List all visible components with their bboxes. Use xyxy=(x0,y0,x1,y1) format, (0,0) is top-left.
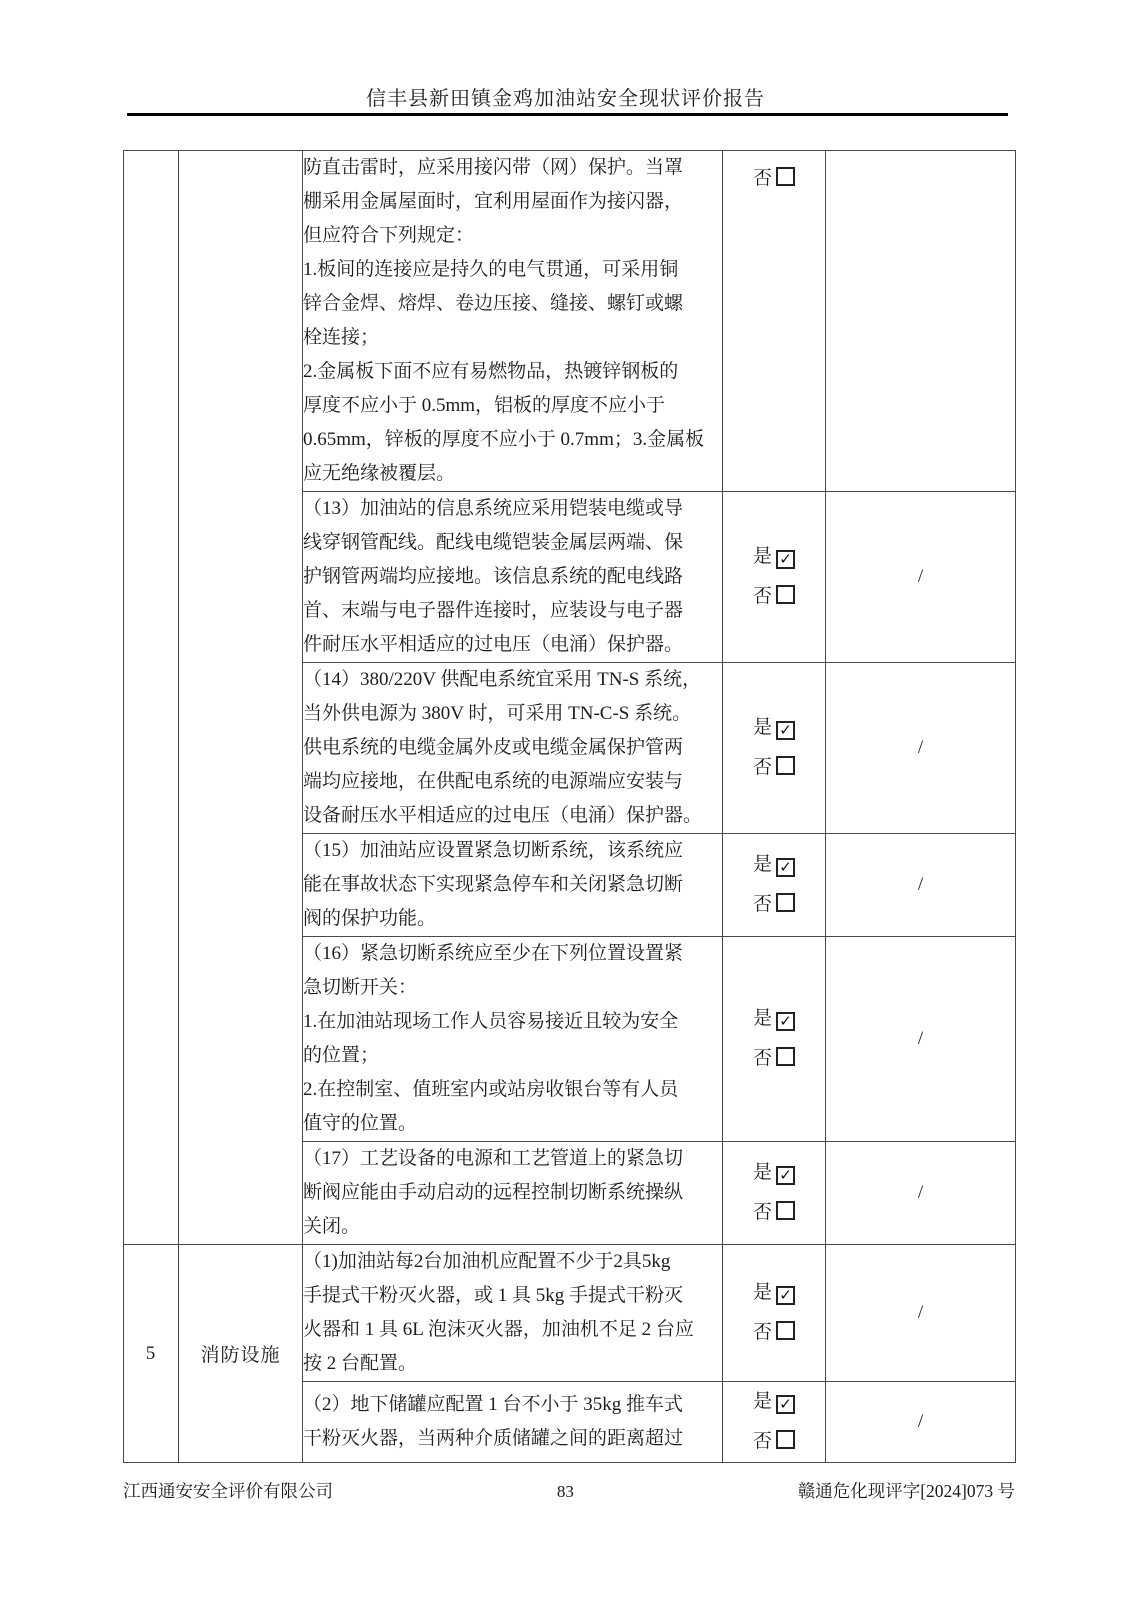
content-line: 棚采用金属屋面时，宜利用屋面作为接闪器， xyxy=(303,191,684,212)
checkbox-yes xyxy=(723,537,825,577)
checkbox-label: 是 xyxy=(752,1282,772,1303)
table-row xyxy=(124,151,1016,492)
content-line: 关闭。 xyxy=(303,1216,361,1237)
checkbox-no xyxy=(723,577,825,617)
content-line: （13）加油站的信息系统应采用铠装电缆或导 xyxy=(303,498,684,519)
checkbox-cell xyxy=(723,937,826,1142)
content-line: 火器和 1 具 6L 泡沫灭火器，加油机不足 2 台应 xyxy=(303,1319,694,1340)
checkbox-unchecked-icon xyxy=(776,585,795,604)
category-cell: 消防设施 xyxy=(179,1245,303,1463)
checkbox-cell xyxy=(723,492,826,663)
result-cell: / xyxy=(826,663,1016,834)
content-cell xyxy=(303,492,723,663)
checkbox-cell xyxy=(723,1142,826,1245)
checkbox-label: 是 xyxy=(752,546,772,567)
content-line: 栓连接； xyxy=(303,327,380,348)
content-line: 2.金属板下面不应有易燃物品，热镀锌钢板的 xyxy=(303,361,679,382)
content-line: （2）地下储罐应配置 1 台不小于 35kg 推车式 xyxy=(303,1394,684,1415)
content-line: 能在事故状态下实现紧急停车和关闭紧急切断 xyxy=(303,874,684,895)
content-line: （15）加油站应设置紧急切断系统，该系统应 xyxy=(303,840,684,861)
page-footer xyxy=(123,1478,1015,1503)
content-line: （16）紧急切断系统应至少在下列位置设置紧 xyxy=(303,943,684,964)
content-line: 断阀应能由手动启动的远程控制切断系统操纵 xyxy=(303,1182,684,1203)
content-line: 首、末端与电子器件连接时，应装设与电子器 xyxy=(303,600,684,621)
checkbox-label: 否 xyxy=(752,586,772,607)
result-cell: / xyxy=(826,492,1016,663)
checkbox-cell xyxy=(723,1245,826,1382)
checkbox-checked-icon: ✓ xyxy=(776,858,795,877)
content-line: 当外供电源为 380V 时，可采用 TN-C-S 系统。 xyxy=(303,703,692,724)
checkbox-cell xyxy=(723,1382,826,1463)
page-title: 信丰县新田镇金鸡加油站安全现状评价报告 xyxy=(366,88,765,110)
content-cell xyxy=(303,834,723,937)
content-line: 但应符合下列规定： xyxy=(303,225,475,246)
result-cell xyxy=(826,151,1016,492)
checkbox-unchecked-icon xyxy=(776,756,795,775)
category-cell xyxy=(179,151,303,1245)
checkbox-no xyxy=(723,159,825,199)
content-line: 设备耐压水平相适应的过电压（电涌）保护器。 xyxy=(303,805,703,826)
content-line: 1.在加油站现场工作人员容易接近且较为安全 xyxy=(303,1011,679,1032)
checkbox-yes xyxy=(723,708,825,748)
checkbox-label: 是 xyxy=(752,1162,772,1183)
evaluation-table xyxy=(123,150,1016,1463)
checkbox-label: 是 xyxy=(752,1008,772,1029)
checkbox-unchecked-icon xyxy=(776,1321,795,1340)
checkbox-no xyxy=(723,748,825,788)
checkbox-yes xyxy=(723,1382,825,1422)
footer-page-number: 83 xyxy=(556,1482,574,1501)
result-cell: / xyxy=(826,937,1016,1142)
footer-company: 江西通安安全评价有限公司 xyxy=(123,1481,333,1501)
content-line: 1.板间的连接应是持久的电气贯通，可采用铜 xyxy=(303,259,679,280)
result-cell: / xyxy=(826,834,1016,937)
checkbox-unchecked-icon xyxy=(776,1430,795,1449)
table-row xyxy=(124,1245,1016,1382)
evaluation-table-body xyxy=(124,151,1016,1463)
checkbox-no xyxy=(723,1193,825,1233)
checkbox-unchecked-icon xyxy=(776,167,795,186)
checkbox-unchecked-icon xyxy=(776,1201,795,1220)
content-line: 阀的保护功能。 xyxy=(303,908,437,929)
checkbox-label: 否 xyxy=(752,894,772,915)
content-line: 手提式干粉灭火器，或 1 具 5kg 手提式干粉灭 xyxy=(303,1285,684,1306)
content-line: 急切断开关： xyxy=(303,977,418,998)
content-line: 护钢管两端均应接地。该信息系统的配电线路 xyxy=(303,566,684,587)
checkbox-no xyxy=(723,1039,825,1079)
content-cell xyxy=(303,1382,723,1463)
checkbox-checked-icon: ✓ xyxy=(776,1012,795,1031)
content-line: （14）380/220V 供配电系统宜采用 TN-S 系统， xyxy=(303,669,702,690)
content-line: 线穿钢管配线。配线电缆铠装金属层两端、保 xyxy=(303,532,684,553)
checkbox-checked-icon: ✓ xyxy=(776,721,795,740)
checkbox-unchecked-icon xyxy=(776,893,795,912)
content-line: 供电系统的电缆金属外皮或电缆金属保护管两 xyxy=(303,737,684,758)
checkbox-cell xyxy=(723,663,826,834)
checkbox-cell xyxy=(723,834,826,937)
content-cell xyxy=(303,663,723,834)
checkbox-checked-icon: ✓ xyxy=(776,1395,795,1414)
checkbox-unchecked-icon xyxy=(776,1047,795,1066)
checkbox-checked-icon: ✓ xyxy=(776,1166,795,1185)
content-line: 厚度不应小于 0.5mm，铝板的厚度不应小于 xyxy=(303,395,666,416)
checkbox-label: 是 xyxy=(752,1391,772,1412)
checkbox-label: 是 xyxy=(752,854,772,875)
result-cell: / xyxy=(826,1382,1016,1463)
serial-cell: 5 xyxy=(124,1245,179,1463)
content-line: 0.65mm，锌板的厚度不应小于 0.7mm；3.金属板 xyxy=(303,429,705,450)
checkbox-no xyxy=(723,885,825,925)
checkbox-yes xyxy=(723,845,825,885)
result-cell: / xyxy=(826,1245,1016,1382)
checkbox-label: 否 xyxy=(752,1048,772,1069)
content-cell xyxy=(303,937,723,1142)
content-cell xyxy=(303,151,723,492)
content-line: 的位置； xyxy=(303,1045,380,1066)
checkbox-label: 否 xyxy=(752,1202,772,1223)
content-line: 2.在控制室、值班室内或站房收银台等有人员 xyxy=(303,1079,679,1100)
content-line: 端均应接地，在供配电系统的电源端应安装与 xyxy=(303,771,684,792)
checkbox-label: 否 xyxy=(752,168,772,189)
checkbox-no xyxy=(723,1422,825,1462)
content-line: （17）工艺设备的电源和工艺管道上的紧急切 xyxy=(303,1148,684,1169)
content-cell xyxy=(303,1245,723,1382)
content-line: 应无绝缘被覆层。 xyxy=(303,463,456,484)
footer-doc-number: 赣通危化现评字[2024]073 号 xyxy=(797,1481,1015,1501)
checkbox-yes xyxy=(723,1273,825,1313)
header-rule xyxy=(127,113,1008,116)
checkbox-label: 否 xyxy=(752,1431,772,1452)
checkbox-yes xyxy=(723,1153,825,1193)
checkbox-no xyxy=(723,1313,825,1353)
result-cell: / xyxy=(826,1142,1016,1245)
checkbox-checked-icon: ✓ xyxy=(776,1286,795,1305)
content-line: 干粉灭火器，当两种介质储罐之间的距离超过 xyxy=(303,1428,684,1449)
serial-cell xyxy=(124,151,179,1245)
checkbox-label: 否 xyxy=(752,757,772,778)
checkbox-yes xyxy=(723,999,825,1039)
checkbox-checked-icon: ✓ xyxy=(776,550,795,569)
content-line: （1)加油站每2台加油机应配置不少于2具5kg xyxy=(303,1251,671,1272)
content-line: 值守的位置。 xyxy=(303,1113,418,1134)
content-line: 锌合金焊、熔焊、卷边压接、缝接、螺钉或螺 xyxy=(303,293,684,314)
checkbox-cell xyxy=(723,151,826,492)
content-line: 按 2 台配置。 xyxy=(303,1353,418,1374)
content-line: 件耐压水平相适应的过电压（电涌）保护器。 xyxy=(303,634,684,655)
content-line: 防直击雷时，应采用接闪带（网）保护。当罩 xyxy=(303,157,684,178)
checkbox-label: 是 xyxy=(752,717,772,738)
checkbox-label: 否 xyxy=(752,1322,772,1343)
content-cell xyxy=(303,1142,723,1245)
